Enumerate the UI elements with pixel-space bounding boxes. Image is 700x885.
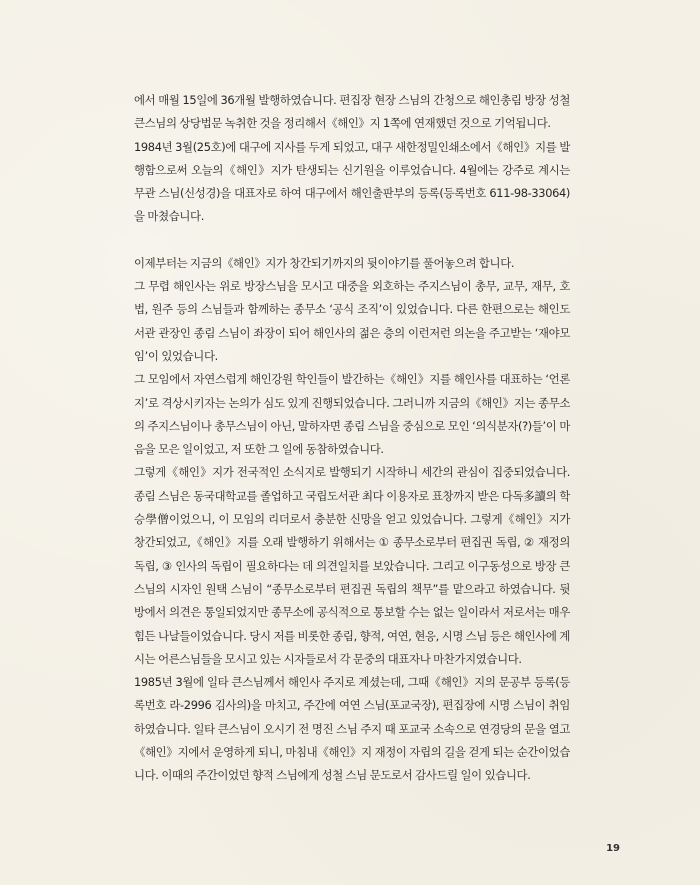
- paragraph-haeinsa-organization: 그 무렵 해인사는 위로 방장스님을 모시고 대중을 외호하는 주지스님이 총무, 교무, 재무, 호법, 원주 등의 스님들과 함께하는 종무소 ‘공식 조직’이 있었습니다. 다른 한편으로는 해인도서관 관장인 종림 스님이 좌장이 되어 해인사의 젊은 층의 이런저런 의논을 주고받는 ‘재야모임’이 있었습니다.: [134, 279, 570, 363]
- page-number: 19: [606, 843, 620, 854]
- paragraph-intro-backstory: 이제부터는 지금의《해인》지가 창간되기까지의 뒷이야기를 풀어놓으려 합니다.: [134, 255, 515, 270]
- paragraph-independence: 그렇게《해인》지가 전국적인 소식지로 발행되기 시작하니 세간의 관심이 집중되었습니다. 종림 스님은 동국대학교를 졸업하고 국립도서관 최다 이용자로 표창까지 받은 다독多讀의 학승學僧이었으니, 이 모임의 리더로서 충분한 신망을 얻고 있었습니다. 그렇게《해인》지가 창간되었고,《해인》지를 오래 발행하기 위해서는 ① 종무소로부터 편집권 독립, ② 재정의 독립, ③ 인사의 독립이 필요하다는 데 의견일치를 보았습니다. 그리고 이구동성으로 방장 큰스님의 시자인 원택 스님이 “종무소로부터 편집권 독립의 책무”를 맡으라고 하였습니다. 뒷방에서 의견은 통일되었지만 종무소에 공식적으로 통보할 수는 없는 일이라서 저로서는 매우 힘든 나날들이었습니다. 당시 저를 비롯한 종림, 향적, 여연, 현응, 시명 스님 등은 해인사에 계시는 어른스님들을 모시고 있는 시자들로서 각 문중의 대표자나 마찬가지였습니다.: [134, 465, 570, 666]
- paragraph-magazine-history: 에서 매월 15일에 36개월 발행하였습니다. 편집장 현장 스님의 간청으로 해인총림 방장 성철 큰스님의 상당법문 녹취한 것을 정리해서《해인》지 1쪽에 연재했던 것으로 기억됩니다.: [134, 93, 570, 131]
- paragraph-gap: [134, 229, 570, 252]
- paragraph-daegu-branch: 1984년 3월(25호)에 대구에 지사를 두게 되었고, 대구 새한정밀인쇄소에서《해인》지를 발행함으로써 오늘의《해인》지가 탄생되는 신기원을 이루었습니다. 4월에는 강주로 계시는 무관 스님(신성경)을 대표자로 하여 대구에서 해인출판부의 등록(등록번호 611-98-33064)을 마쳤습니다.: [134, 139, 570, 224]
- paragraph-registration-1985: 1985년 3월에 일타 큰스님께서 해인사 주지로 계셨는데, 그때《해인》지의 문공부 등록(등록번호 라-2996 김사의)을 마치고, 주간에 여연 스님(포교국장), 편집장에 시명 스님이 취임하였습니다. 일타 큰스님이 오시기 전 명진 스님 주지 때 포교국 소속으로 연경당의 문을 열고《해인》지에서 운영하게 되니, 마침내《해인》지 재정이 자립의 길을 걷게 되는 순간이었습니다. 이때의 주간이었던 향적 스님에게 성철 스님 문도로서 감사드릴 일이 있습니다.: [134, 675, 570, 783]
- paragraph-press-promotion: 그 모임에서 자연스럽게 해인강원 학인들이 발간하는《해인》지를 해인사를 대표하는 ‘언론지’로 격상시키자는 논의가 심도 있게 진행되었습니다. 그러니까 지금의《해인》지는 종무소의 주지스님이나 총무스님이 아닌, 말하자면 종림 스님을 중심으로 모인 ‘의식분자(?)들’이 마음을 모은 일이었고, 저 또한 그 일에 동참하였습니다.: [134, 372, 570, 457]
- body-text: [134, 89, 570, 788]
